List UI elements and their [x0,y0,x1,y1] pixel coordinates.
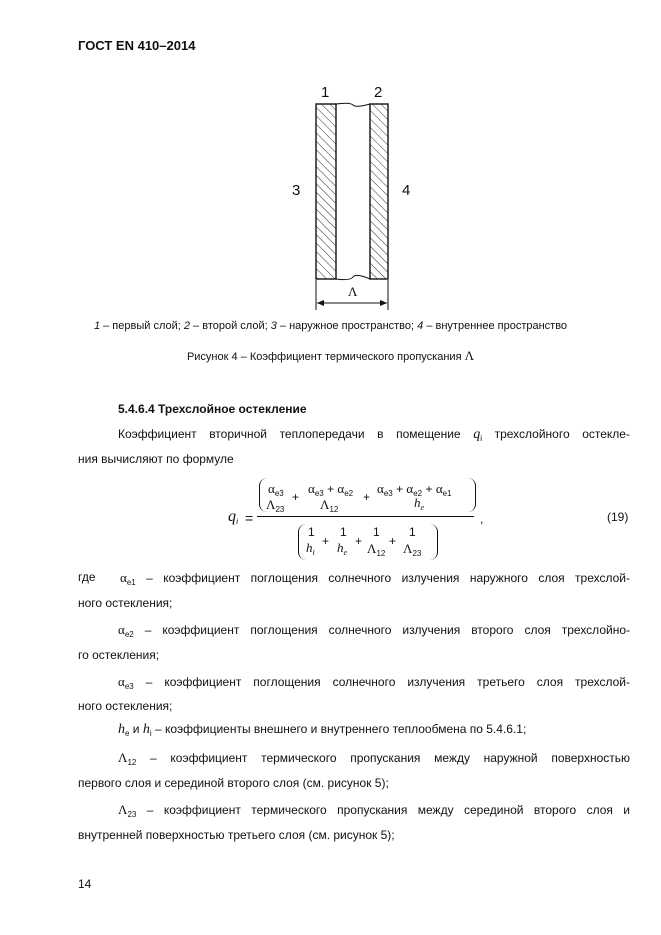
text: трехслойного остекле- [494,427,630,441]
definition-alpha-e1: $\alpha_{e1}$ – коэффициент поглощения солнечного излучения наружного слоя трехслой- [120,570,630,587]
definition-lambda-23: $\Lambda_{23}$ – коэффициент термического пропускания между серединой второго слоя и [118,802,630,819]
intro-line-2: ния вычисляют по формуле [78,452,234,466]
legend-text: – второй слой; [190,320,271,332]
definition-cont: первого слоя и серединой второго слоя (см. рисунок 5); [78,776,389,790]
sub: i [480,434,482,443]
legend-num: 1 [93,320,101,332]
lhs: $q_i$ [228,508,239,526]
figure-label-1: 1 [321,84,330,101]
caption-symbol: Λ [464,348,475,363]
definition-h: $h_e$ и $h_i$ – коэффициенты внешнего и внутреннего теплообмена по 5.4.6.1; [118,722,527,738]
legend-num: 2 [183,320,190,332]
legend-num: 3 [270,320,277,332]
definition-cont: ного остекления; [78,596,173,610]
definition-cont: ного остекления; [78,699,173,713]
definition-cont: го остекления; [78,648,160,662]
text: Коэффициент вторичной теплопередачи в помещение [118,427,461,441]
caption-text: Рисунок 4 – Коэффициент термического пропускания [186,351,462,363]
document-header: ГОСТ EN 410–2014 [78,38,196,53]
definition-cont: внутренней поверхностью третьего слоя (см. рисунок 5); [78,828,395,842]
formula-19: $q_i$ = $\alpha_{e3}$ $\Lambda_{23}$ + $\alpha_{e3} + \alpha_{e2}$ $\Lambda_{12}$ + $\alpha_{e3} + \alpha_{e2} + \alpha_{e1}$ $h_e$ , 1 $h_i$ + 1 $h_e$ + 1 $\Lambda_{12}$ + 1 $\Lambda_{23}$ (19) [0,0,661,935]
fraction-bar [257,516,474,517]
legend-text: – внутреннее пространство [423,320,568,332]
figure-label-2: 2 [374,84,383,101]
legend-text: – первый слой; [100,320,184,332]
equals: = [245,510,254,526]
figure-label-3: 3 [292,182,301,199]
where-label: где [78,570,96,584]
definition-alpha-e3: $\alpha_{e3}$ – коэффициент поглощения солнечного излучения третьего слоя трехслой- [118,674,630,691]
equation-number: (19) [607,510,629,524]
definition-lambda-12: $\Lambda_{12}$ – коэффициент термического пропускания между наружной поверхностью [118,750,630,767]
section-heading: 5.4.6.4 Трехслойное остекление [118,402,307,416]
page-number: 14 [78,877,92,891]
figure-dimension-label: Λ [348,284,358,299]
definition-alpha-e2: $\alpha_{e2}$ – коэффициент поглощения солнечного излучения второго слоя трехслойно- [118,622,630,639]
legend-text: – наружное пространство; [276,320,418,332]
legend-num: 4 [417,320,424,332]
figure-label-4: 4 [402,182,411,199]
q-symbol: q [473,427,481,442]
